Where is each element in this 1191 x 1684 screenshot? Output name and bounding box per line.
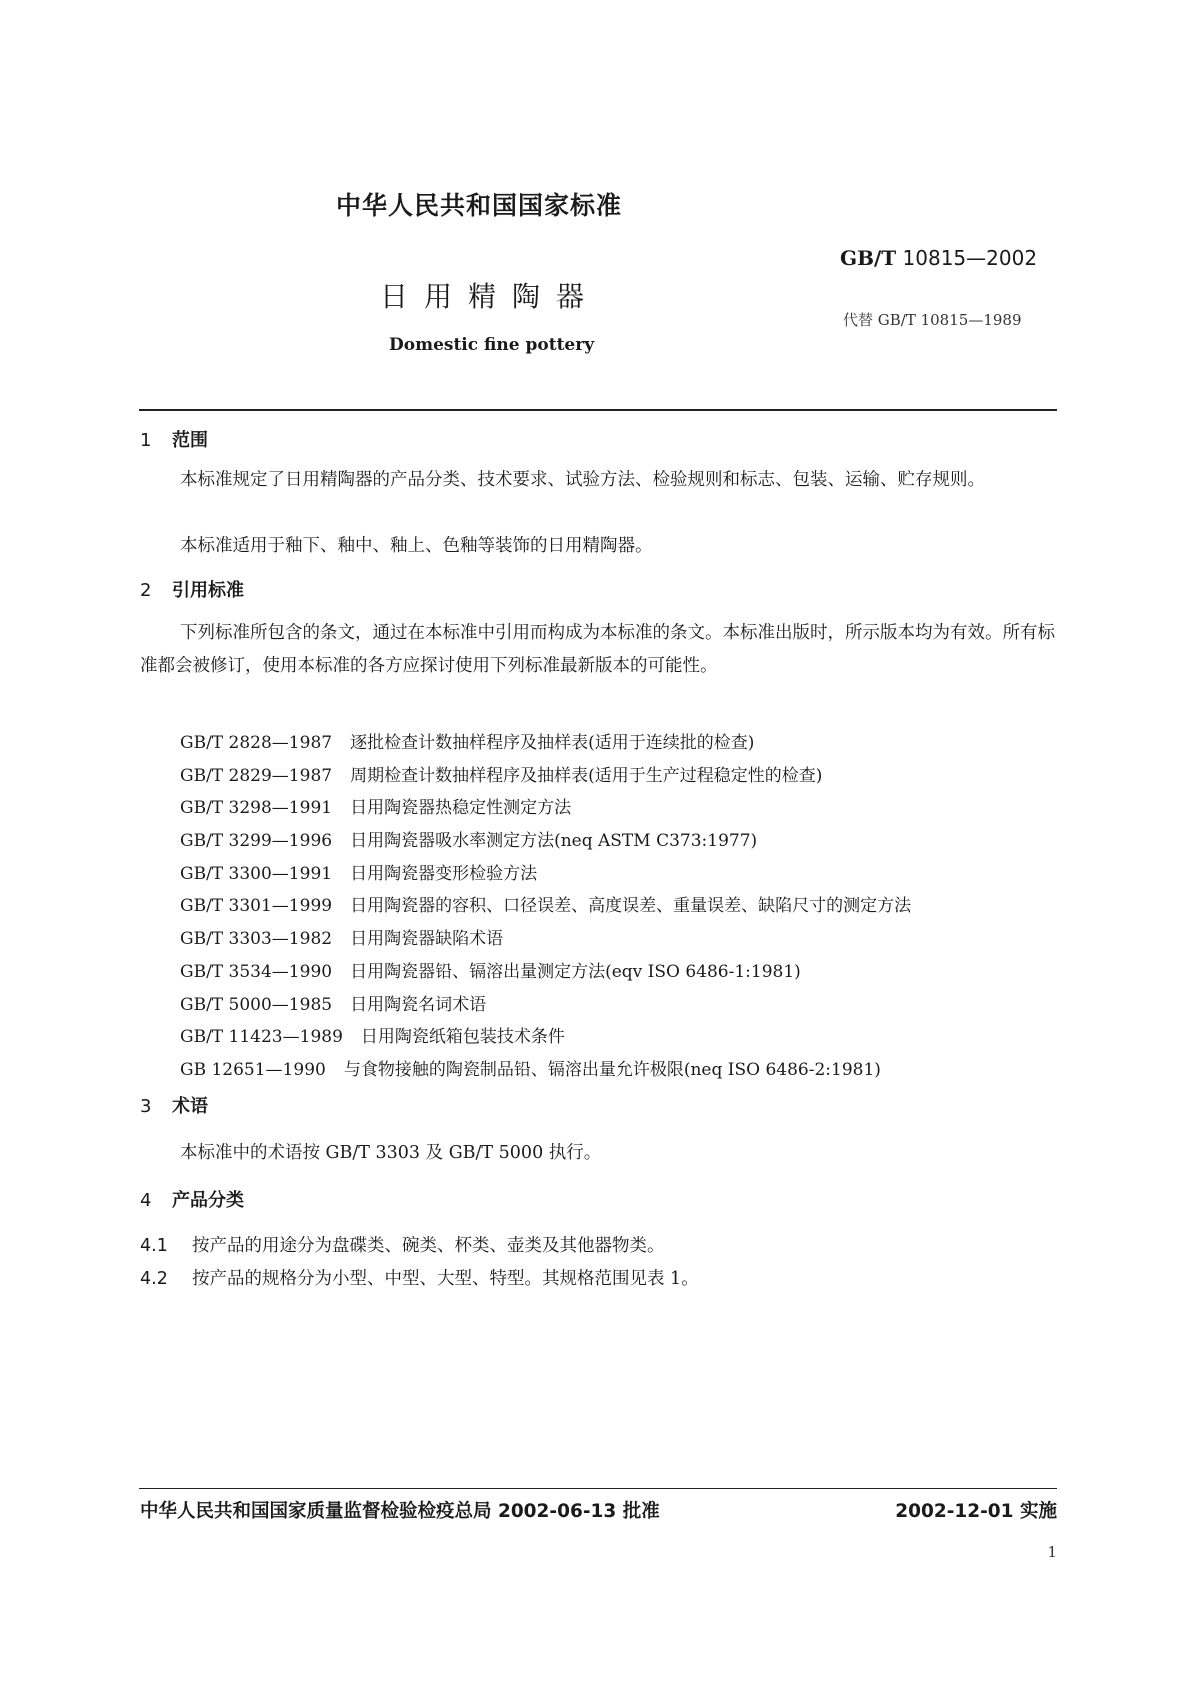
document-title-cn: 日用精陶器 — [380, 280, 601, 313]
reference-item — [180, 858, 911, 891]
standard-code-number: 10815—2002 — [902, 246, 1038, 270]
section-1-paragraph-1: 本标准规定了日用精陶器的产品分类、技术要求、试验方法、检验规则和标志、包装、运输、贮存规则。 — [180, 470, 985, 490]
normative-references-list — [180, 727, 911, 1087]
reference-item — [180, 989, 911, 1022]
reference-code: GB/T 5000—1985 — [180, 994, 333, 1015]
reference-item — [180, 1021, 911, 1054]
reference-item — [180, 825, 911, 858]
reference-code: GB 12651—1990 — [180, 1059, 326, 1080]
reference-title: 日用陶瓷纸箱包装技术条件 — [360, 1027, 565, 1048]
reference-item — [180, 923, 911, 956]
section-2-title: 引用标准 — [172, 580, 244, 601]
reference-code: GB/T 3299—1996 — [180, 831, 333, 852]
section-1-heading — [140, 426, 208, 452]
header-divider — [139, 409, 1057, 411]
reference-code: GB/T 11423—1989 — [180, 1027, 343, 1048]
reference-item — [180, 890, 911, 923]
reference-code: GB/T 3298—1991 — [180, 798, 333, 819]
clause-text: 按产品的规格分为小型、中型、大型、特型。其规格范围见表 1。 — [192, 1269, 699, 1289]
issuing-org-heading: 中华人民共和国国家标准 — [336, 191, 623, 220]
section-3-title: 术语 — [172, 1096, 208, 1117]
implementation-date: 2002-12-01 实施 — [895, 1501, 1057, 1522]
reference-item — [180, 1054, 911, 1087]
reference-title: 日用陶瓷器的容积、口径误差、高度误差、重量误差、缺陷尺寸的测定方法 — [350, 896, 912, 917]
section-3-paragraph: 本标准中的术语按 GB/T 3303 及 GB/T 5000 执行。 — [180, 1143, 602, 1163]
document-title-en: Domestic fine pottery — [389, 335, 595, 355]
section-3-heading — [140, 1092, 208, 1118]
clause-text: 按产品的用途分为盘碟类、碗类、杯类、壶类及其他器物类。 — [192, 1236, 665, 1256]
section-3-number: 3 — [140, 1096, 152, 1117]
reference-code: GB/T 2828—1987 — [180, 733, 333, 753]
replaces-standard: 代替 GB/T 10815—1989 — [843, 311, 1022, 329]
reference-code: GB/T 3301—1999 — [180, 896, 333, 917]
reference-title: 与食物接触的陶瓷制品铅、镉溶出量允许极限(neq ISO 6486-2:1981) — [343, 1059, 881, 1080]
reference-title: 日用陶瓷名词术语 — [350, 994, 487, 1015]
section-2-intro: 下列标准所包含的条文，通过在本标准中引用而构成为本标准的条文。本标准出版时，所示版本均为有效。所有标准都会被修订，使用本标准的各方应探讨使用下列标准最新版本的可能性。 — [140, 623, 1055, 676]
reference-title: 逐批检查计数抽样程序及抽样表(适用于连续批的检查) — [350, 733, 755, 753]
section-4-title: 产品分类 — [172, 1190, 244, 1211]
reference-title: 日用陶瓷器变形检验方法 — [350, 863, 538, 884]
standard-code-prefix: GB/T — [840, 246, 897, 270]
reference-code: GB/T 3534—1990 — [180, 961, 333, 982]
standard-code — [840, 246, 1037, 270]
section-2-number: 2 — [140, 580, 152, 601]
page-number: 1 — [1047, 1543, 1057, 1561]
section-1-number: 1 — [140, 430, 152, 451]
reference-title: 周期检查计数抽样程序及抽样表(适用于生产过程稳定性的检查) — [350, 765, 823, 786]
clause-number: 4.1 — [140, 1236, 168, 1256]
section-1-title: 范围 — [172, 430, 208, 451]
reference-item — [180, 760, 911, 793]
reference-item — [180, 792, 911, 825]
clause-4-2 — [140, 1265, 699, 1290]
clause-number: 4.2 — [140, 1269, 168, 1289]
reference-title: 日用陶瓷器吸水率测定方法(neq ASTM C373:1977) — [350, 831, 758, 852]
reference-title: 日用陶瓷器缺陷术语 — [350, 929, 504, 950]
reference-title: 日用陶瓷器热稳定性测定方法 — [350, 798, 572, 819]
reference-code: GB/T 2829—1987 — [180, 765, 333, 786]
reference-title: 日用陶瓷器铅、镉溶出量测定方法(eqv ISO 6486-1:1981) — [350, 961, 801, 982]
reference-item — [180, 956, 911, 989]
clause-4-1 — [140, 1232, 665, 1257]
section-2-heading — [140, 576, 244, 602]
section-4-heading — [140, 1186, 244, 1212]
reference-code: GB/T 3300—1991 — [180, 863, 333, 884]
footer-divider — [139, 1488, 1057, 1489]
reference-code: GB/T 3303—1982 — [180, 929, 333, 950]
reference-item — [180, 727, 911, 760]
approval-line: 中华人民共和国国家质量监督检验检疫总局 2002-06-13 批准 — [140, 1501, 660, 1522]
section-4-number: 4 — [140, 1190, 152, 1211]
section-1-paragraph-2: 本标准适用于釉下、釉中、釉上、色釉等装饰的日用精陶器。 — [180, 536, 653, 556]
